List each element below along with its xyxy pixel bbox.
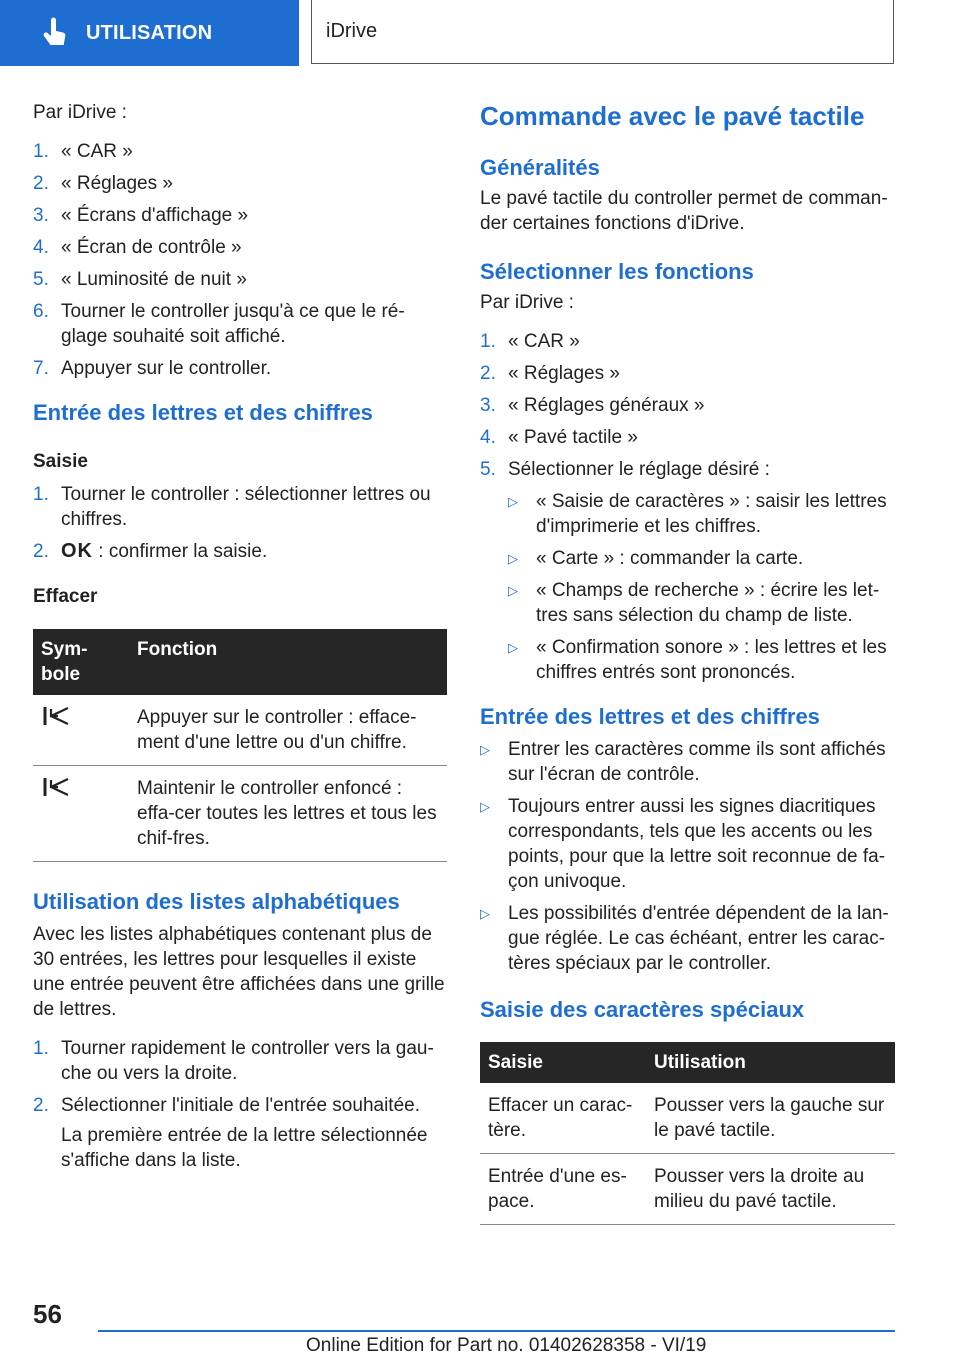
table-header-row bbox=[33, 629, 447, 695]
table-cell: Pousser vers la droite au milieu du pavé tactile. bbox=[646, 1154, 895, 1225]
step-text: « Réglages généraux » bbox=[508, 395, 705, 416]
table-cell: Effacer un carac-tère. bbox=[480, 1083, 646, 1154]
table-row bbox=[480, 1083, 895, 1154]
step-text: Tourner le controller : sélectionner lettres ou chiffres. bbox=[61, 484, 431, 530]
symbol-cell bbox=[33, 695, 129, 766]
table-header: Fonction bbox=[129, 629, 447, 695]
lists-note: La première entrée de la lettre sélectionnée s'affiche dans la liste. bbox=[61, 1125, 428, 1171]
list-item bbox=[508, 635, 895, 685]
intro-text: Par iDrive : bbox=[33, 102, 127, 123]
left-column bbox=[33, 100, 447, 1173]
table-cell: Pousser vers la gauche sur le pavé tactile. bbox=[646, 1083, 895, 1154]
list-item bbox=[480, 361, 895, 386]
step-text: « Réglages » bbox=[61, 173, 173, 194]
step-number: 7. bbox=[33, 358, 49, 379]
steps-list bbox=[33, 139, 447, 381]
triangle-bullet-icon: ▷ bbox=[508, 640, 518, 655]
list-item bbox=[508, 489, 895, 539]
function-cell: Maintenir le controller enfoncé : effa-cer toutes les lettres et tous les chif-fres. bbox=[129, 766, 447, 862]
list-item bbox=[33, 171, 447, 196]
step-text-rest: : confirmer la saisie. bbox=[93, 541, 268, 562]
heading-entry-touchpad: Entrée des lettres et des chiffres bbox=[480, 704, 820, 729]
step-number: 1. bbox=[33, 141, 49, 162]
step-number: 2. bbox=[33, 541, 49, 562]
heading-saisie: Saisie bbox=[33, 451, 88, 472]
entry-steps bbox=[33, 482, 447, 564]
list-item bbox=[33, 267, 447, 292]
general-text: Le pavé tactile du controller permet de comman-der certaines fonctions d'iDrive. bbox=[480, 188, 888, 234]
table-header-row bbox=[480, 1042, 895, 1083]
list-item bbox=[33, 482, 447, 532]
triangle-bullet-icon: ▷ bbox=[508, 583, 518, 598]
step-text: « Réglages » bbox=[508, 363, 620, 384]
triangle-bullet-icon: ▷ bbox=[508, 494, 518, 509]
list-item bbox=[480, 329, 895, 354]
step-number: 1. bbox=[33, 1038, 49, 1059]
list-item bbox=[480, 737, 895, 787]
table-header: Utilisation bbox=[646, 1042, 895, 1083]
step-text: « Écran de contrôle » bbox=[61, 237, 242, 258]
step-number: 3. bbox=[33, 205, 49, 226]
right-column bbox=[480, 100, 895, 1225]
page-number: 56 bbox=[33, 1299, 62, 1329]
heading-effacer: Effacer bbox=[33, 586, 98, 607]
step-text: Tourner le controller jusqu'à ce que le ré-glage souhaité soit affiché. bbox=[61, 301, 405, 347]
list-item bbox=[33, 1093, 447, 1118]
triangle-bullet-icon: ▷ bbox=[480, 799, 490, 814]
bullet-text: « Confirmation sonore » : les lettres et les chiffres entrés sont prononcés. bbox=[536, 637, 887, 683]
list-item bbox=[508, 546, 895, 571]
bullet-text: Les possibilités d'entrée dépendent de la lan-gue réglée. Le cas échéant, entrer les carac-tères spéciaux par le controller. bbox=[508, 903, 889, 974]
function-cell: Appuyer sur le controller : efface-ment d'une lettre ou d'un chiffre. bbox=[129, 695, 447, 766]
edition-text: Online Edition for Part no. 01402628358 - VI/19 bbox=[306, 1335, 707, 1356]
settings-sublist bbox=[508, 489, 895, 685]
step-text: « Luminosité de nuit » bbox=[61, 269, 247, 290]
special-chars-table bbox=[480, 1042, 895, 1225]
heading-special: Saisie des caractères spéciaux bbox=[480, 997, 805, 1022]
heading-entry: Entrée des lettres et des chiffres bbox=[33, 400, 373, 425]
list-item bbox=[480, 901, 895, 976]
list-item bbox=[508, 578, 895, 628]
step-number: 2. bbox=[33, 1095, 49, 1116]
step-number: 1. bbox=[480, 331, 496, 352]
bullet-text: « Carte » : commander la carte. bbox=[536, 548, 804, 569]
step-number: 3. bbox=[480, 395, 496, 416]
step-text: Tourner rapidement le controller vers la gau-che ou vers la droite. bbox=[61, 1038, 434, 1084]
chapter-title bbox=[311, 0, 894, 64]
section-tab bbox=[0, 0, 299, 66]
list-item bbox=[33, 203, 447, 228]
heading-general: Généralités bbox=[480, 155, 600, 180]
intro-text: Par iDrive : bbox=[480, 292, 574, 313]
list-item bbox=[33, 356, 447, 381]
triangle-bullet-icon: ▷ bbox=[480, 742, 490, 757]
bullet-text: « Champs de recherche » : écrire les let-tres sans sélection du champ de liste. bbox=[536, 580, 880, 626]
step-text: « Pavé tactile » bbox=[508, 427, 638, 448]
lists-steps bbox=[33, 1036, 447, 1118]
table-header: Sym-bole bbox=[33, 629, 129, 695]
step-text: « CAR » bbox=[508, 331, 580, 352]
step-text: Sélectionner l'initiale de l'entrée souhaitée. bbox=[61, 1095, 420, 1116]
footer-divider bbox=[98, 1330, 895, 1332]
entry-bullets bbox=[480, 737, 895, 976]
step-text: « CAR » bbox=[61, 141, 133, 162]
list-item bbox=[480, 794, 895, 894]
bullet-text: Toujours entrer aussi les signes diacritiques correspondants, tels que les accents ou les points, pour que la lettre soit reconnue de fa-çon univoque. bbox=[508, 796, 886, 892]
list-item bbox=[33, 235, 447, 260]
list-item bbox=[480, 457, 895, 482]
table-row bbox=[33, 766, 447, 862]
list-item bbox=[480, 425, 895, 450]
step-number: 6. bbox=[33, 301, 49, 322]
table-cell: Entrée d'une es-pace. bbox=[480, 1154, 646, 1225]
step-text: « Écrans d'affichage » bbox=[61, 205, 249, 226]
select-steps bbox=[480, 329, 895, 482]
table-header: Saisie bbox=[480, 1042, 646, 1083]
list-item bbox=[480, 393, 895, 418]
chapter-label: iDrive bbox=[326, 20, 378, 42]
step-text: Appuyer sur le controller. bbox=[61, 358, 272, 379]
table-row bbox=[480, 1154, 895, 1225]
step-number: 5. bbox=[33, 269, 49, 290]
delete-table bbox=[33, 629, 447, 862]
lists-text: Avec les listes alphabétiques contenant plus de 30 entrées, les lettres pour lesquelles il existe une entrée peuvent être affichées dans une grille de lettres. bbox=[33, 924, 445, 1020]
bullet-text: Entrer les caractères comme ils sont affichés sur l'écran de contrôle. bbox=[508, 739, 886, 785]
bullet-text: « Saisie de caractères » : saisir les lettres d'imprimerie et les chiffres. bbox=[536, 491, 887, 537]
section-title: UTILISATION bbox=[86, 21, 213, 44]
triangle-bullet-icon: ▷ bbox=[480, 906, 490, 921]
step-text bbox=[61, 539, 447, 564]
list-item bbox=[33, 539, 447, 564]
triangle-bullet-icon: ▷ bbox=[508, 551, 518, 566]
heading-select: Sélectionner les fonctions bbox=[480, 259, 754, 284]
table-row bbox=[33, 695, 447, 766]
step-text: Sélectionner le réglage désiré : bbox=[508, 459, 770, 480]
hand-touch-icon bbox=[38, 16, 72, 50]
symbol-cell bbox=[33, 766, 129, 862]
heading-touchpad: Commande avec le pavé tactile bbox=[480, 101, 865, 131]
step-number: 2. bbox=[33, 173, 49, 194]
step-number: 1. bbox=[33, 484, 49, 505]
list-item bbox=[33, 1036, 447, 1086]
list-item bbox=[33, 139, 447, 164]
step-number: 4. bbox=[33, 237, 49, 258]
ok-symbol: OK bbox=[61, 540, 93, 562]
step-number: 2. bbox=[480, 363, 496, 384]
heading-lists: Utilisation des listes alphabétiques bbox=[33, 889, 400, 914]
step-number: 5. bbox=[480, 459, 496, 480]
list-item bbox=[33, 299, 447, 349]
delete-back-icon bbox=[41, 776, 71, 798]
delete-back-icon bbox=[41, 705, 71, 727]
step-number: 4. bbox=[480, 427, 496, 448]
